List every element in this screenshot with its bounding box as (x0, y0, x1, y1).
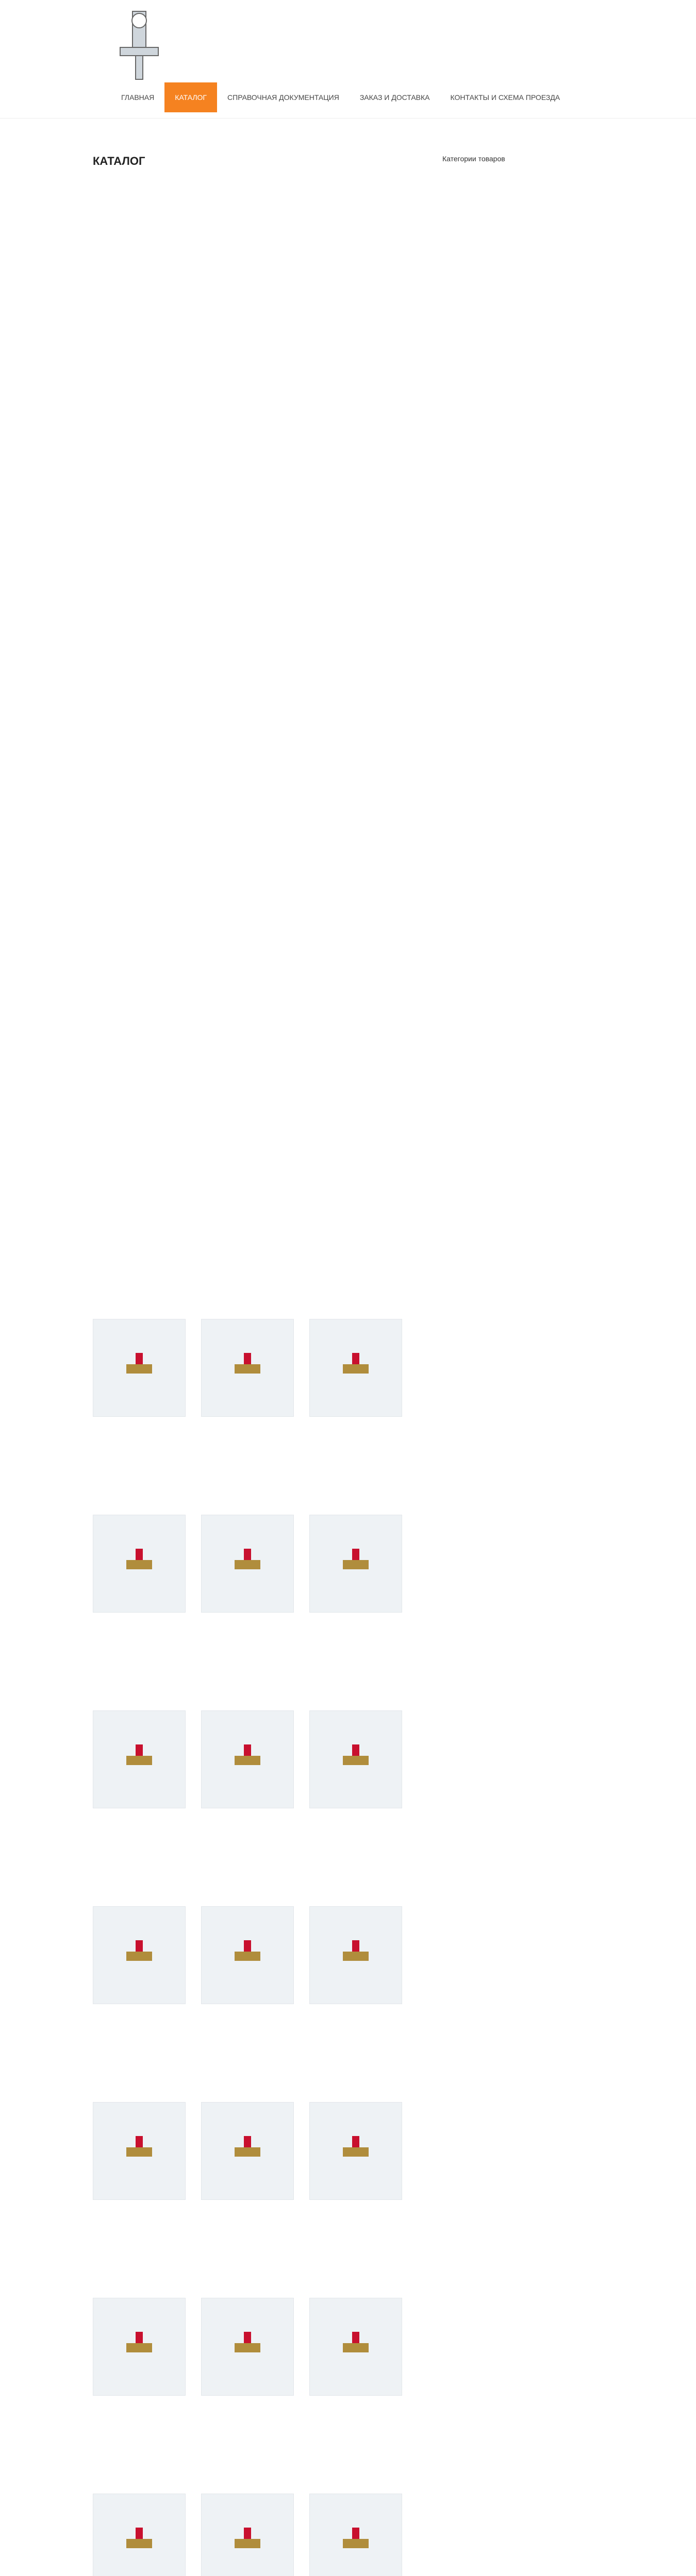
valve-icon (224, 2519, 271, 2566)
valve-icon (224, 1345, 271, 1391)
nav-home[interactable]: ГЛАВНАЯ (121, 93, 155, 101)
product-card[interactable] (309, 1710, 402, 1886)
valve-icon (116, 2324, 162, 2370)
valve-icon (224, 1540, 271, 1587)
product-card[interactable] (93, 2298, 186, 2473)
valve-icon (333, 2128, 379, 2174)
product-image[interactable] (93, 2102, 186, 2200)
product-card[interactable] (309, 2298, 402, 2473)
product-image[interactable] (309, 2494, 402, 2576)
main-content (93, 155, 402, 168)
product-image[interactable] (309, 2102, 402, 2200)
nav-order-delivery[interactable]: ЗАКАЗ И ДОСТАВКА (359, 93, 430, 101)
product-image[interactable] (201, 2102, 294, 2200)
product-card[interactable] (93, 1515, 186, 1690)
valve-icon (224, 2128, 271, 2174)
product-card[interactable] (93, 2102, 186, 2277)
product-card[interactable] (93, 1906, 186, 2081)
site-header (0, 0, 696, 118)
product-image[interactable] (309, 1710, 402, 1808)
product-card[interactable] (201, 2102, 294, 2277)
valve-icon (333, 2324, 379, 2370)
page-title: КАТАЛОГ (93, 155, 145, 167)
valve-icon (224, 1932, 271, 1978)
product-image[interactable] (93, 2494, 186, 2576)
product-image[interactable] (201, 1319, 294, 1417)
product-image[interactable] (201, 2298, 294, 2396)
valve-icon (333, 1345, 379, 1391)
valve-icon (116, 1345, 162, 1391)
sidebar (442, 155, 566, 167)
product-image[interactable] (93, 1710, 186, 1808)
valve-icon (116, 1540, 162, 1587)
valve-icon (333, 1736, 379, 1783)
product-grid (93, 1319, 402, 2576)
product-card[interactable] (93, 2494, 186, 2576)
product-card[interactable] (309, 1319, 402, 1494)
valve-icon (224, 2324, 271, 2370)
product-image[interactable] (201, 1906, 294, 2004)
product-image[interactable] (93, 1319, 186, 1417)
nav-catalog[interactable]: КАТАЛОГ (164, 82, 217, 112)
product-card[interactable] (201, 1906, 294, 2081)
product-card[interactable] (201, 2494, 294, 2576)
product-card[interactable] (93, 1710, 186, 1886)
valve-icon (116, 1932, 162, 1978)
valve-icon (116, 2519, 162, 2566)
product-card[interactable] (93, 1319, 186, 1494)
valve-icon (224, 1736, 271, 1783)
product-image[interactable] (309, 1515, 402, 1613)
product-card[interactable] (309, 1906, 402, 2081)
main-nav (111, 82, 585, 112)
product-image[interactable] (309, 2298, 402, 2396)
nav-contacts[interactable]: КОНТАКТЫ И СХЕМА ПРОЕЗДА (450, 93, 560, 101)
product-card[interactable] (201, 1319, 294, 1494)
product-image[interactable] (309, 1319, 402, 1417)
product-card[interactable] (201, 2298, 294, 2473)
product-card[interactable] (201, 1515, 294, 1690)
valve-icon (333, 1932, 379, 1978)
product-image[interactable] (201, 2494, 294, 2576)
product-image[interactable] (201, 1515, 294, 1613)
product-card[interactable] (309, 2494, 402, 2576)
product-image[interactable] (93, 1906, 186, 2004)
valve-icon (333, 1540, 379, 1587)
site-logo-icon[interactable] (111, 6, 168, 83)
product-image[interactable] (309, 1906, 402, 2004)
valve-icon (333, 2519, 379, 2566)
valve-icon (116, 1736, 162, 1783)
product-card[interactable] (309, 1515, 402, 1690)
product-card[interactable] (201, 1710, 294, 1886)
nav-docs[interactable]: СПРАВОЧНАЯ ДОКУМЕНТАЦИЯ (227, 93, 339, 101)
product-image[interactable] (93, 1515, 186, 1613)
valve-icon (116, 2128, 162, 2174)
sidebar-heading: Категории товаров (442, 155, 505, 163)
product-image[interactable] (201, 1710, 294, 1808)
product-card[interactable] (309, 2102, 402, 2277)
product-image[interactable] (93, 2298, 186, 2396)
